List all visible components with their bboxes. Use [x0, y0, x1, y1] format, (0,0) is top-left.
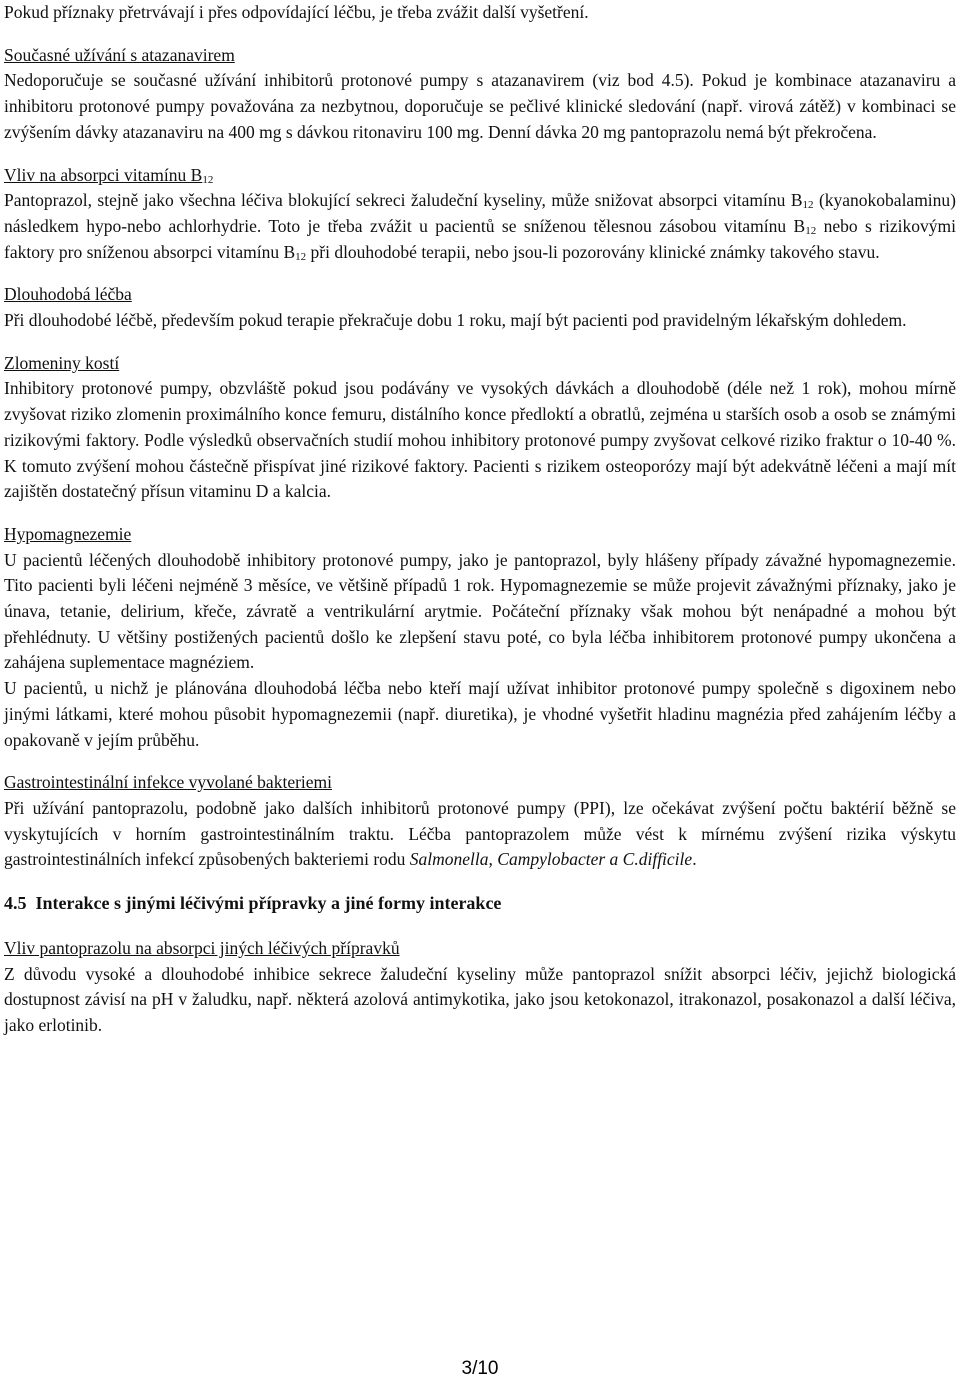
paragraph-vitamin-b12: [4, 188, 956, 265]
paragraph-absorption: Z důvodu vysoké a dlouhodobé inhibice sekrece žaludeční kyseliny může pantoprazol snížit absorpci léčiv, jejichž biologická dostupnost závisí na pH v žaludku, např. některá azolová antimykotika, jako jsou ketokonazol, itrakonazol, posakonazol a další léčiva, jako erlotinib.: [4, 963, 956, 1035]
document-page: [4, 0, 956, 1039]
section-heading-4-5: [4, 891, 956, 917]
section-gi-infections: [4, 770, 956, 873]
section-heading-fractures: Zlomeniny kostí: [4, 352, 120, 373]
section-absorption: [4, 936, 956, 1039]
text-run: Při užívání pantoprazolu, podobně jako dalších inhibitorů protonové pumpy (PPI), lze očekávat zvýšení počtu baktérií běžně se vyskytujících v horním gastrointestinálním traktu. Léčba pantoprazolem může vést k mírnému zvýšení rizika výskytu gastrointestinálních infekcí způsobených bakteriemi rodu: [4, 797, 956, 870]
section-heading-vitamin-b12: [4, 163, 956, 189]
subscript: 12: [202, 173, 214, 186]
section-atazanavir: [4, 43, 956, 146]
page-number: 3/10: [461, 1358, 499, 1379]
section-long-term: [4, 282, 956, 333]
section-vitamin-b12: [4, 163, 956, 266]
paragraph-gi-infections: [4, 796, 956, 873]
text-run: Pantoprazol, stejně jako všechna léčiva blokující sekreci žaludeční kyseliny, může snižovat absorpci vitamínu B: [4, 190, 803, 211]
section-heading-hypomagnesemia: Hypomagnezemie: [4, 523, 132, 544]
section-number: 4.5: [4, 893, 27, 914]
text-run: (kyanokobalaminu) následkem hypo-nebo achlorhydrie. Toto je třeba zvážit u pacientů se sníženou tělesnou zásobou vitamínu B: [4, 190, 956, 236]
paragraph-atazanavir: Nedoporučuje se současné užívání inhibitorů protonové pumpy s atazanavirem (viz bod 4.5). Pokud je kombinace atazanaviru a inhibitoru protonové pumpy považována za nezbytnou, doporučuje se pečlivé klinické sledování (např. virová zátěž) v kombinaci se zvýšením dávky atazanaviru na 400 mg s dávkou ritonaviru 100 mg. Denní dávka 20 mg pantoprazolu nemá být překročena.: [4, 70, 956, 142]
paragraph-long-term: Při dlouhodobé léčbě, především pokud terapie překračuje dobu 1 roku, mají být pacienti pod pravidelným lékařským dohledem.: [4, 310, 907, 331]
section-heading-atazanavir: Současné užívání s atazanavirem: [4, 44, 235, 65]
section-heading-gi-infections: Gastrointestinální infekce vyvolané bakteriemi: [4, 772, 333, 793]
section-title: Interakce s jinými léčivými přípravky a jiné formy interakce: [35, 893, 502, 914]
subscript: 12: [802, 199, 814, 212]
section-heading-absorption: Vliv pantoprazolu na absorpci jiných léčivých přípravků: [4, 937, 400, 958]
section-hypomagnesemia: [4, 522, 956, 753]
text-run: .: [692, 849, 697, 870]
italic-bacteria-names: Salmonella, Campylobacter a C.difficile: [409, 849, 693, 870]
paragraph-hypomagnesemia-1: U pacientů léčených dlouhodobě inhibitory protonové pumpy, jako je pantoprazol, byly hlášeny případy závažné hypomagnezemie. Tito pacienti byli léčeni nejméně 3 měsíce, ve většině případů 1 rok. Hypomagnezemie se může projevit závažnými příznaky, jako je únava, tetanie, delirium, křeče, závratě a ventrikulární arytmie. Počáteční příznaky však mohou být nenápadné a mohou být přehlédnuty. U většiny postižených pacientů došlo ke zlepšení stavu poté, co byla léčba inhibitorem protonové pumpy ukončena a zahájena suplementace magnéziem.: [4, 549, 956, 673]
paragraph-hypomagnesemia-2: U pacientů, u nichž je plánována dlouhodobá léčba nebo kteří mají užívat inhibitor protonové pumpy společně s digoxinem nebo jinými látkami, které mohou působit hypomagnezemii (např. diuretika), je vhodné vyšetřit hladinu magnézia před zahájením léčby a opakovaně v jejím průběhu.: [4, 678, 956, 750]
section-fractures: [4, 351, 956, 505]
paragraph-fractures: Inhibitory protonové pumpy, obzvláště pokud jsou podávány ve vysokých dávkách a dlouhodobě (déle než 1 rok), mohou mírně zvyšovat riziko zlomenin proximálního konce femuru, distálního konce předloktí a obratlů, zejména u starších osob a osob se známými rizikovými faktory. Podle výsledků observačních studií mohou inhibitory protonové pumpy zvyšovat celkové riziko fraktur o 10-40 %. K tomuto zvýšení mohou částečně přispívat jiné rizikové faktory. Pacienti s rizikem osteoporózy mají být adekvátně léčeni a mají mít zajištěn dostatečný přísun vitaminu D a kalcia.: [4, 378, 956, 502]
text-run: při dlouhodobé terapii, nebo jsou-li pozorovány klinické známky takového stavu.: [306, 241, 880, 262]
text-run: nebo s rizikovými faktory pro sníženou absorpci vitamínu B: [4, 215, 956, 262]
intro-text: Pokud příznaky přetrvávají i přes odpovídající léčbu, je třeba zvážit další vyšetření.: [4, 2, 589, 22]
section-heading-long-term: Dlouhodobá léčba: [4, 284, 132, 305]
subscript: 12: [805, 224, 817, 237]
heading-text: Vliv na absorpci vitamínu B: [4, 164, 203, 185]
subscript: 12: [295, 250, 307, 263]
